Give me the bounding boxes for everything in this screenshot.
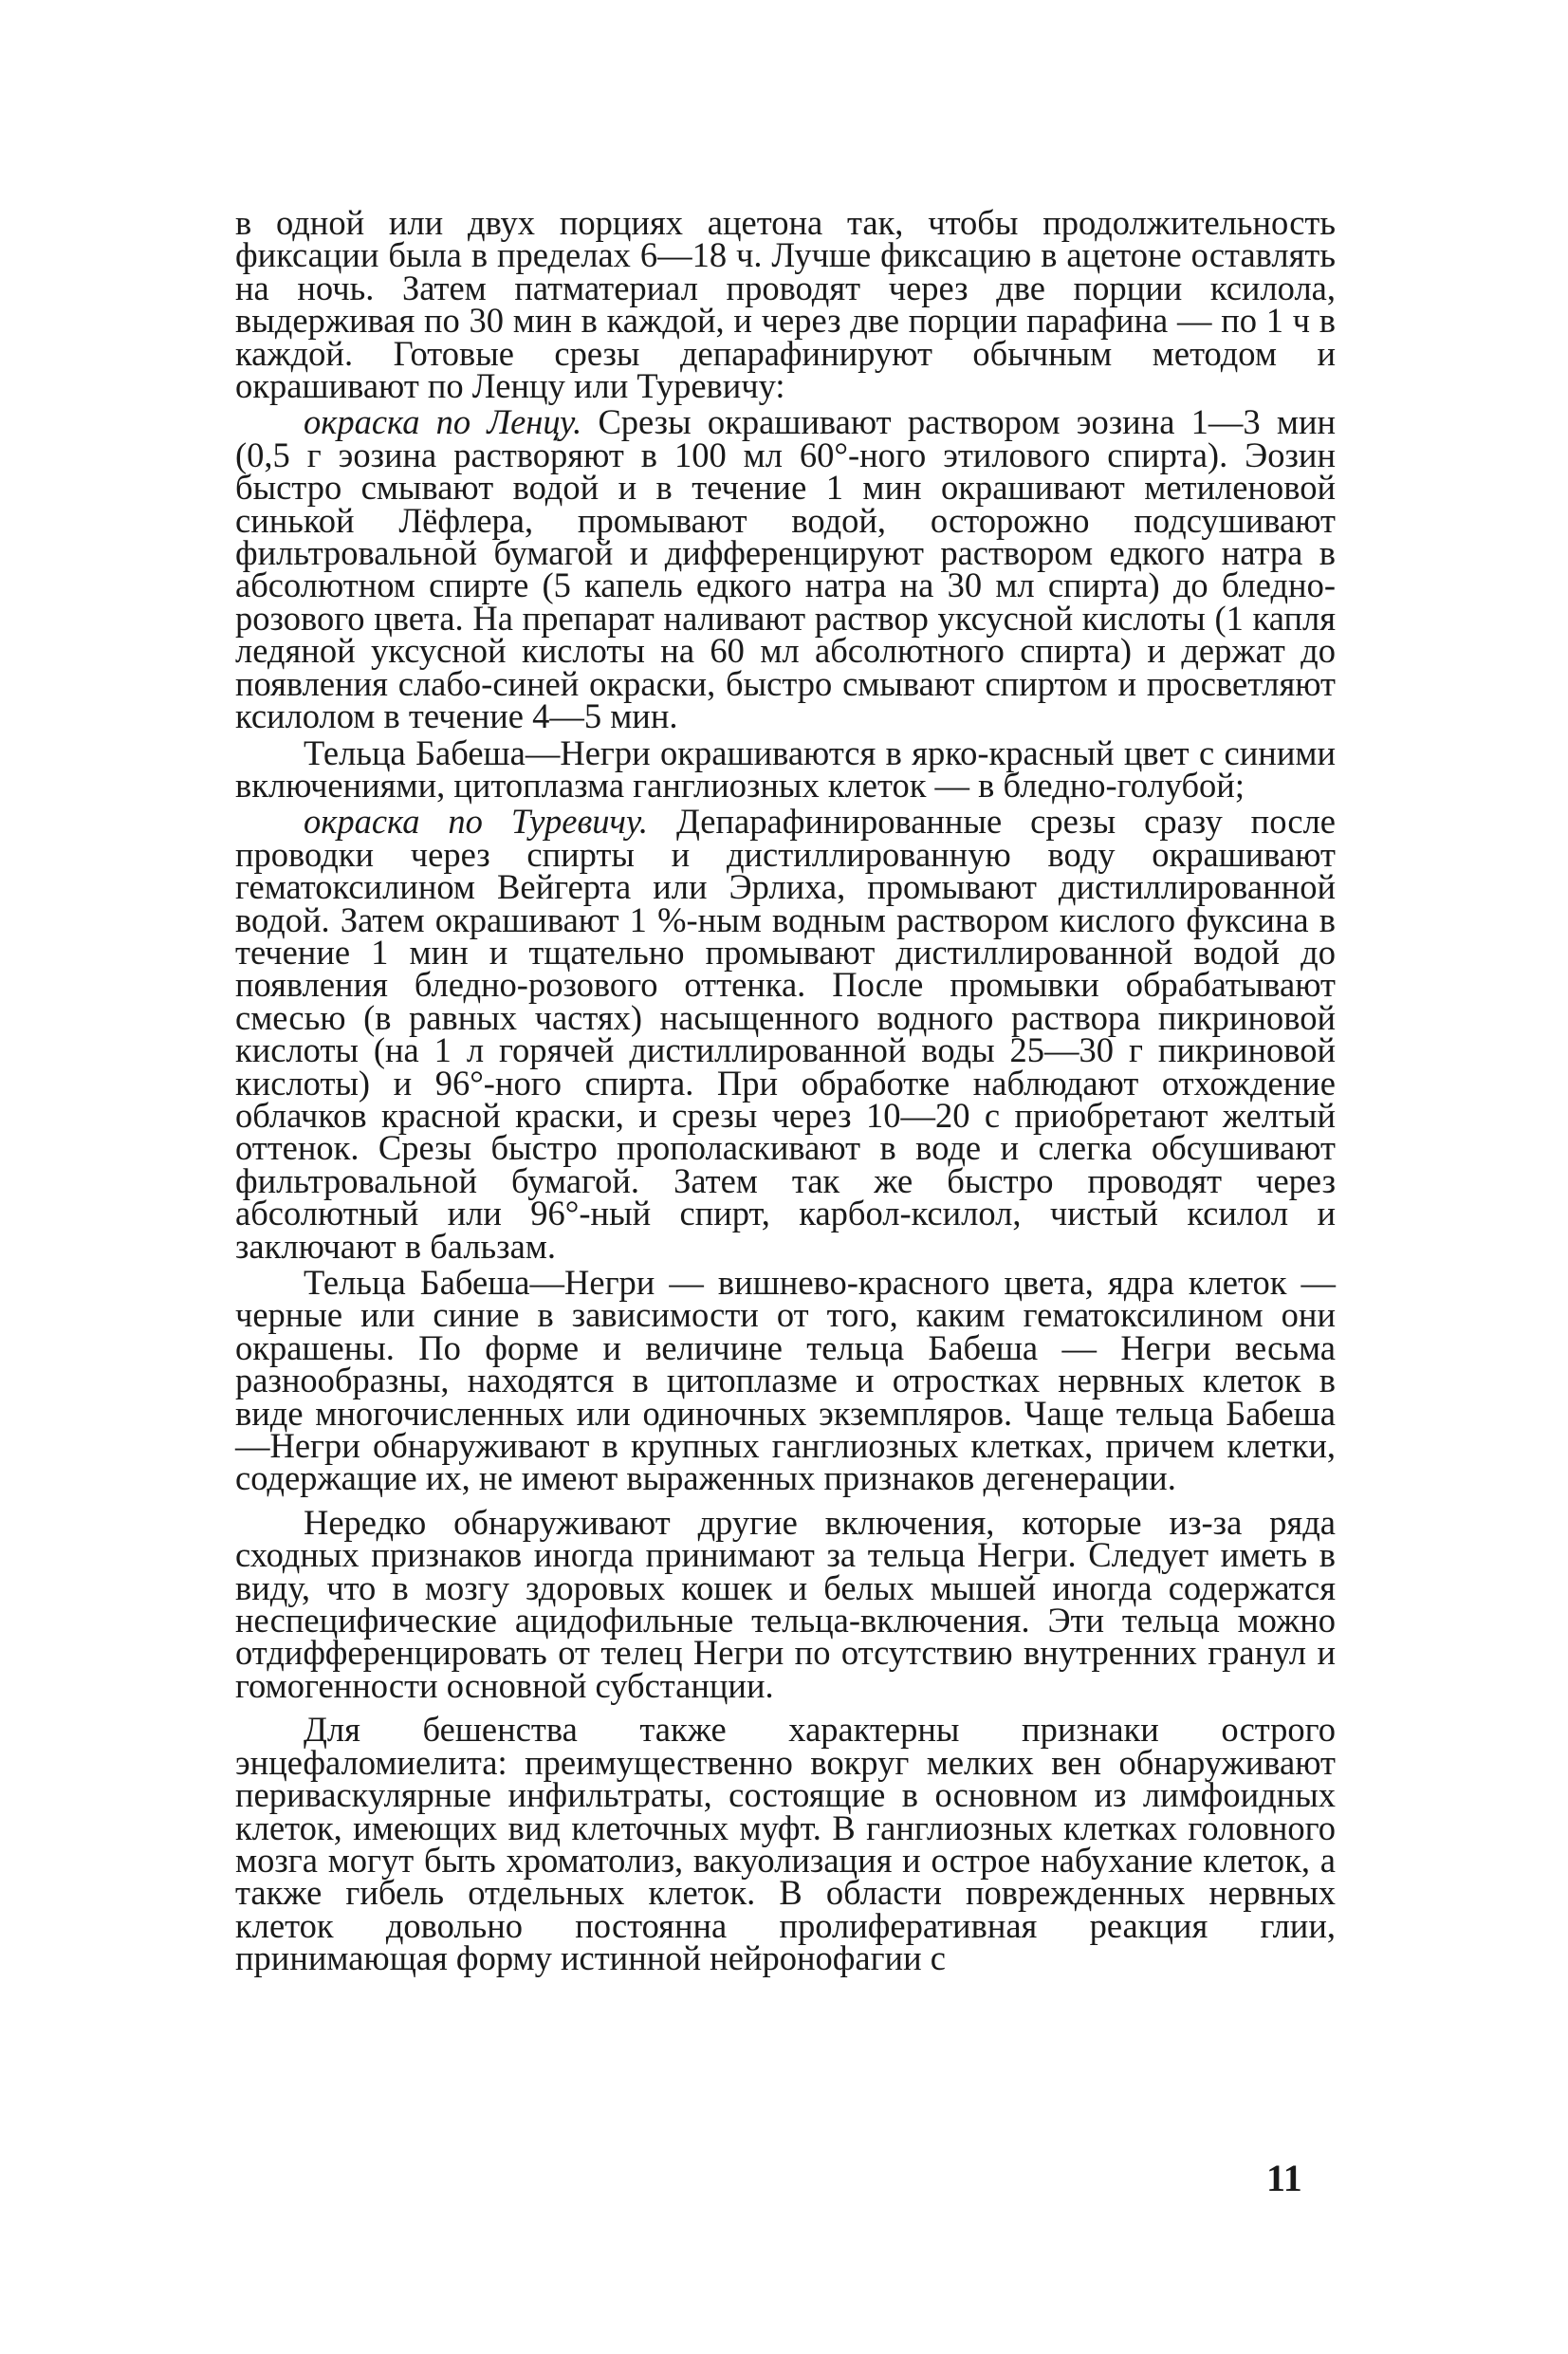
paragraph-text: Депарафинированные срезы сразу после проводки через спирты и дистиллированную воду окрашивают гематоксилином Вейгерта или Эрлиха, промывают дистиллированной водой. Затем окрашивают 1 %-ным водным раствором кислого фуксина в течение 1 мин и тщательно промывают дистиллированной водой до появления бледно-розового оттенка. После промывки обрабатывают смесью (в равных частях) насыщенного водного раствора пикриновой кислоты (на 1 л горячей дистиллированной воды 25—30 г пикриновой кислоты) и 96°-ного спирта. При обработке наблюдают отхождение облачков красной краски, и срезы через 10—20 с приобретают желтый оттенок. Срезы быстро прополаскивают в воде и слегка обсушивают фильтровальной бумагой. Затем так же быстро проводят через абсолютный или 96°-ный спирт, карбол-ксилол, чистый ксилол и заключают в бальзам. — [235, 802, 1336, 1266]
paragraph-text: Для бешенства также характерны признаки острого энцефаломиелита: преимущественно вокруг мелких вен обнаруживают периваскулярные инфильтраты, состоящие в основном из лимфоидных клеток, имеющих вид клеточных муфт. В ганглиозных клетках головного мозга могут быть хроматолиз, вакуолизация и острое набухание клеток, а также гибель отдельных клеток. В области поврежденных нервных клеток довольно постоянна пролиферативная реакция глии, принимающая форму истинной нейронофагии с — [235, 1710, 1336, 1978]
paragraph-fixation — [235, 203, 1336, 406]
paragraph-other-inclusions — [235, 1502, 1336, 1705]
paragraph-text: Срезы окрашивают раствором эозина 1—3 мин (0,5 г эозина растворяют в 100 мл 60°-ного этилового спирта). Эозин быстро смывают водой и в течение 1 мин окрашивают метиленовой синькой Лёфлера, промывают водой, осторожно подсушивают фильтровальной бумагой и дифференцируют раствором едкого натра в абсолютном спирте (5 капель едкого натра на 30 мл спирта) до бледно-розового цвета. На препарат наливают раствор уксусной кислоты (1 капля ледяной уксусной кислоты на 60 мл абсолютного спирта) и держат до появления слабо-синей окраски, быстро смывают спиртом и просветляют ксилолом в течение 4—5 мин. — [235, 402, 1337, 736]
method-heading-lenz: окраска по Ленцу. — [304, 402, 582, 442]
page-number: 11 — [1266, 2157, 1302, 2199]
page-body — [235, 203, 1337, 1979]
paragraph-turevich-result — [235, 1263, 1336, 1498]
paragraph-text: Тельца Бабеша—Негри окрашиваются в ярко-красный цвет с синими включениями, цитоплазма ганглиозных клеток — в бледно-голубой; — [235, 732, 1336, 805]
paragraph-text: Нередко обнаруживают другие включения, которые из-за ряда сходных признаков иногда принимают за тельца Негри. Следует иметь в виду, что в мозгу здоровых кошек и белых мышей иногда содержатся неспецифические ацидофильные тельца-включения. Эти тельца можно отдифференцировать от телец Негри по отсутствию внутренних гранул и гомогенности основной субстанции. — [235, 1502, 1336, 1705]
paragraph-turevich-stain — [235, 802, 1336, 1266]
method-heading-turevich: окраска по Туревичу. — [304, 802, 648, 842]
paragraph-lenz-result — [235, 732, 1336, 805]
paragraph-encephalomyelitis — [235, 1710, 1336, 1978]
paragraph-text: в одной или двух порциях ацетона так, чтобы продолжительность фиксации была в пределах 6—18 ч. Лучше фиксацию в ацетоне оставлять на ночь. Затем патматериал проводят через две порции ксилола, выдерживая по 30 мин в каждой, и через две порции парафина — по 1 ч в каждой. Готовые срезы депарафинируют обычным методом и окрашивают по Ленцу или Туревичу: — [235, 203, 1336, 406]
paragraph-text: Тельца Бабеша—Негри — вишнево-красного цвета, ядра клеток — черные или синие в зависимости от того, каким гематоксилином они окрашены. По форме и величине тельца Бабеша — Негри весьма разнообразны, находятся в цитоплазме и отростках нервных клеток в виде многочисленных или одиночных экземпляров. Чаще тельца Бабеша—Негри обнаруживают в крупных ганглиозных клетках, причем клетки, содержащие их, не имеют выраженных признаков дегенерации. — [235, 1263, 1336, 1498]
paragraph-lenz-stain — [235, 402, 1337, 736]
